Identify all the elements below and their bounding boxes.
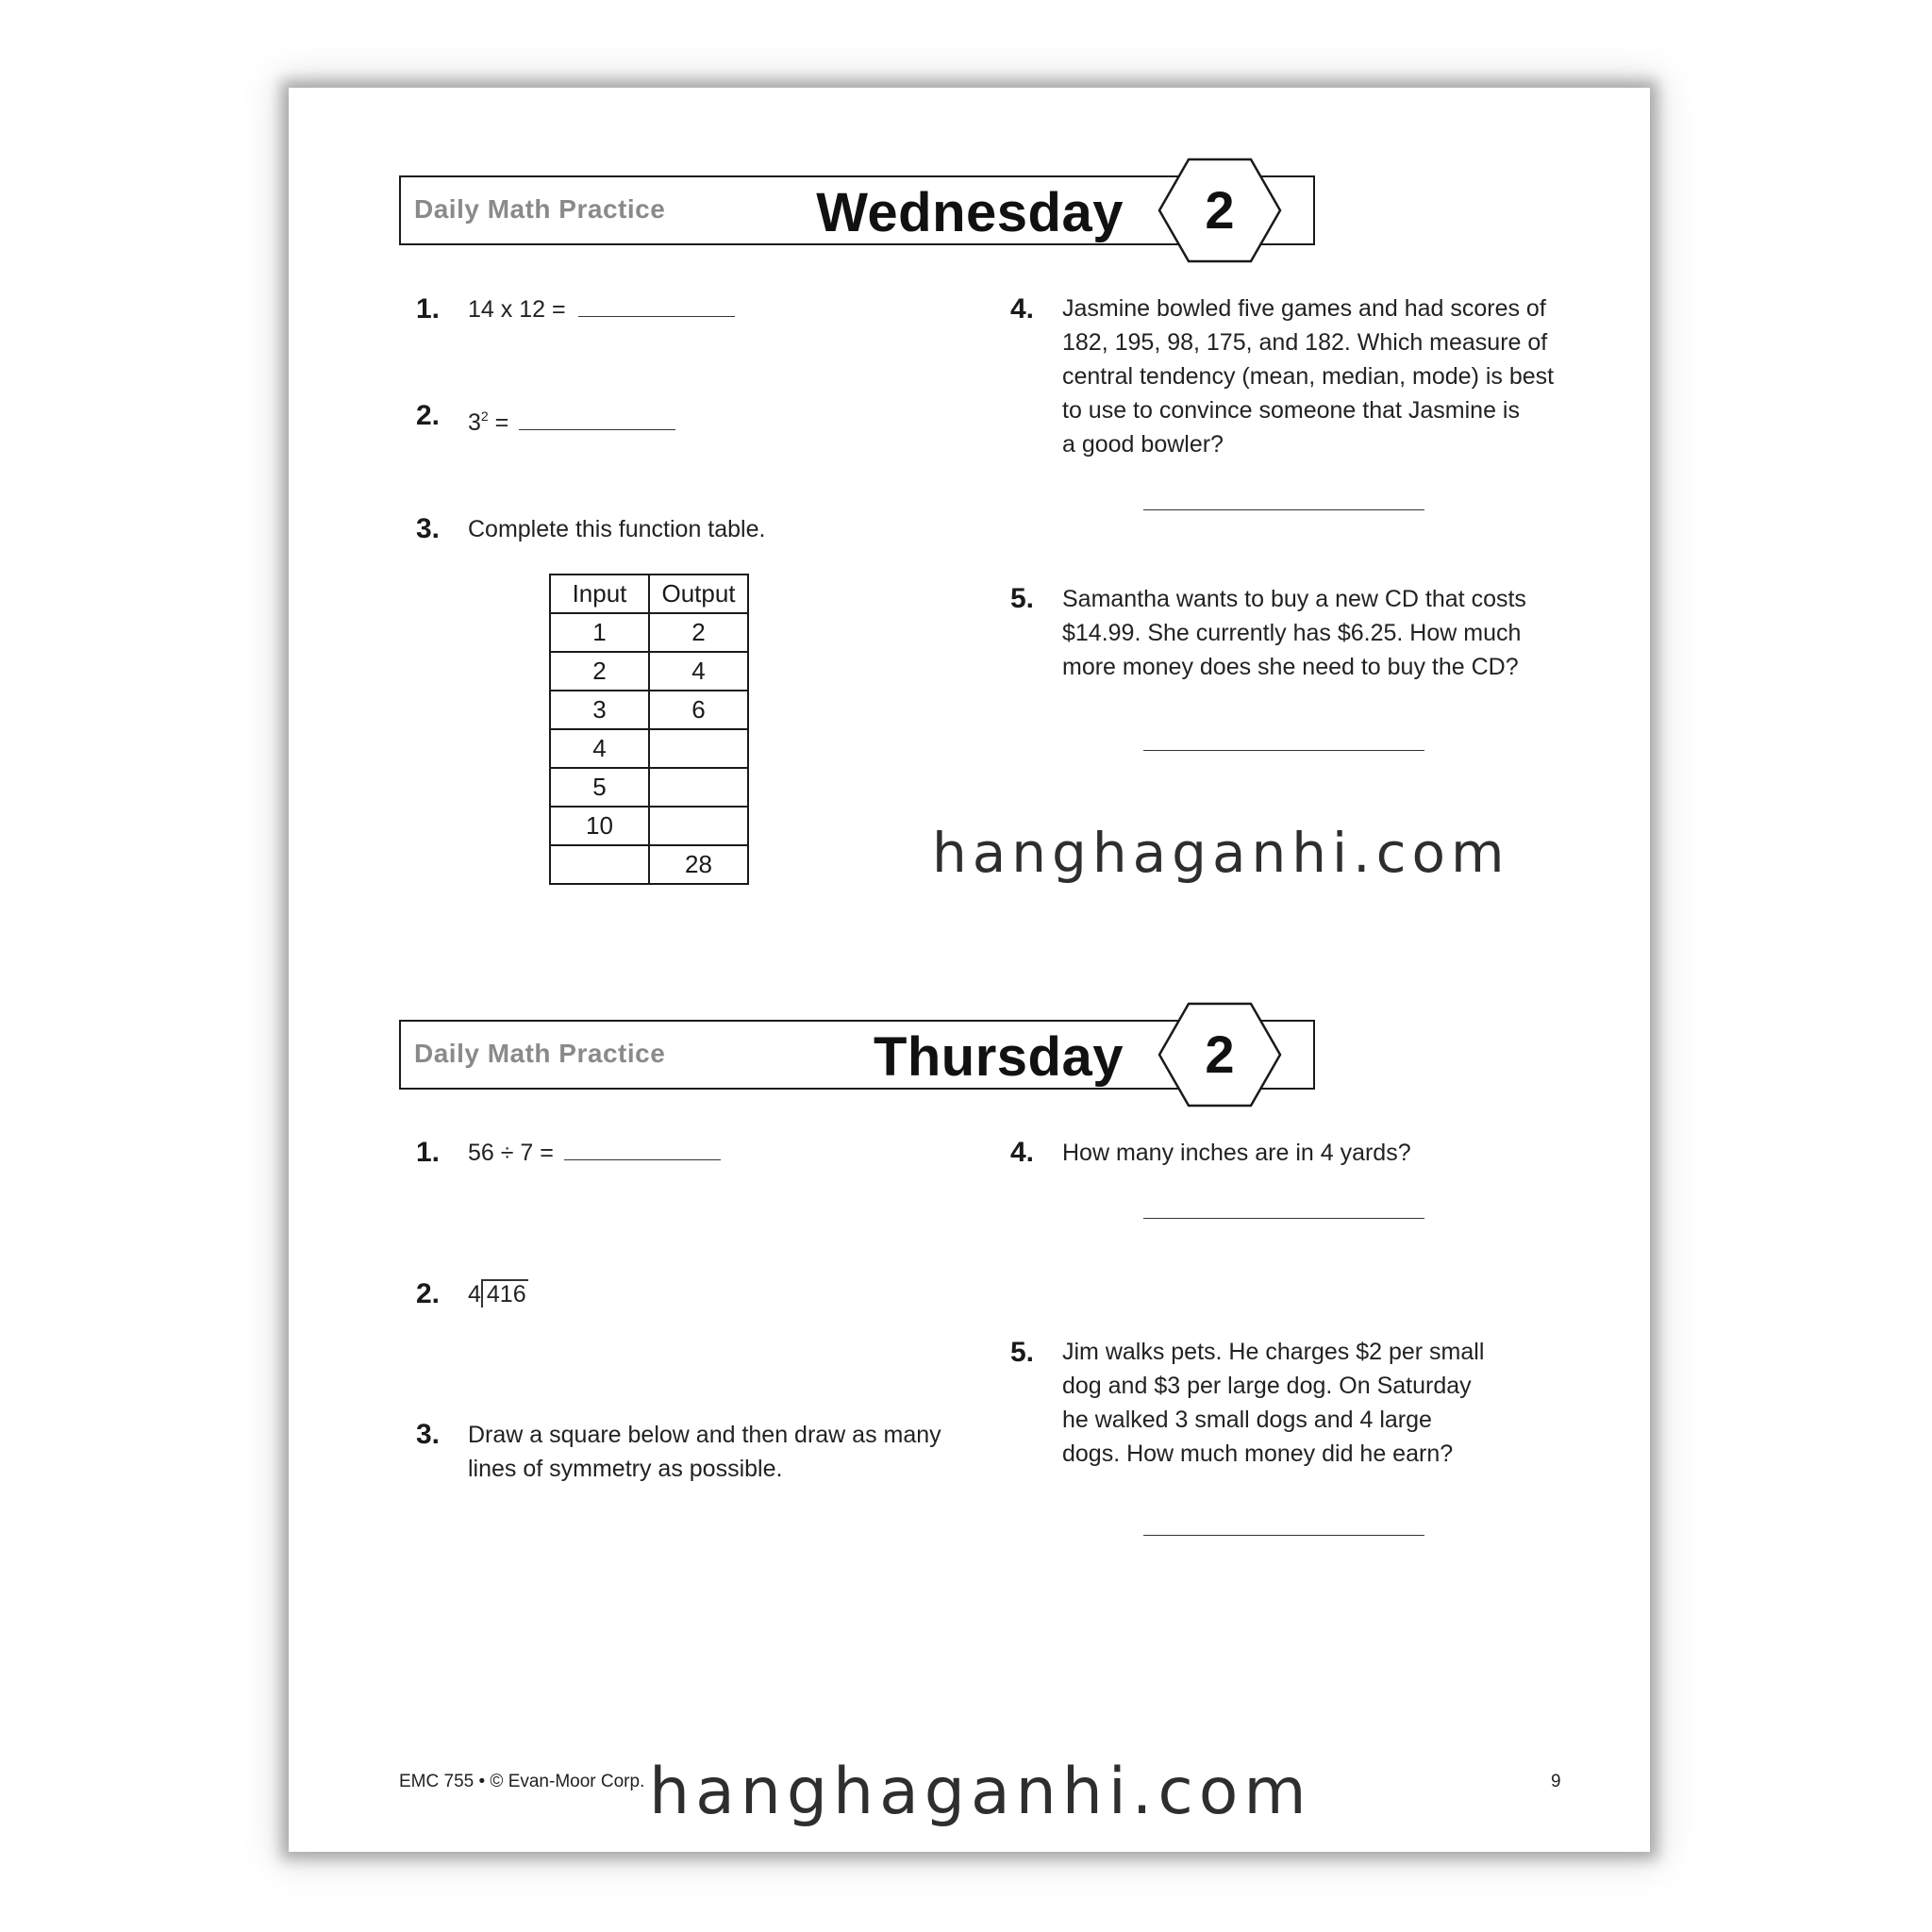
watermark-bottom: hanghaganhi.com [649, 1755, 1312, 1829]
output-cell: 4 [649, 652, 748, 691]
question-line: Jasmine bowled five games and had scores of [1062, 295, 1546, 322]
question-number: 5. [1009, 583, 1034, 614]
question-text-block [1062, 1335, 1484, 1471]
answer-blank[interactable] [519, 429, 675, 430]
question-text-block [1062, 582, 1526, 684]
worksheet-page [289, 88, 1650, 1852]
long-division [468, 1277, 528, 1311]
question-number: 1. [415, 293, 440, 325]
question-text: Complete this function table. [468, 516, 766, 542]
week-hexagon [1158, 158, 1282, 263]
watermark-top: hanghaganhi.com [932, 821, 1510, 885]
exponent-power: 2 [480, 408, 489, 424]
question-line: Jim walks pets. He charges $2 per small [1062, 1339, 1485, 1365]
question-text-wrap [468, 399, 675, 440]
table-row [550, 613, 748, 652]
table-row [550, 845, 748, 884]
question-number: 5. [1009, 1337, 1034, 1368]
thursday-banner [399, 932, 1317, 1088]
week-number: 2 [1205, 180, 1235, 240]
question-line: Samantha wants to buy a new CD that costs [1062, 586, 1526, 612]
question-text: 14 x 12 = [468, 296, 566, 323]
input-cell: 4 [550, 729, 649, 768]
question-line: Draw a square below and then draw as many [468, 1422, 941, 1448]
answer-blank[interactable] [564, 1159, 721, 1160]
question-line: dogs. How much money did he earn? [1062, 1441, 1454, 1467]
input-cell: 5 [550, 768, 649, 807]
input-cell: 10 [550, 807, 649, 845]
answer-line[interactable] [1143, 1535, 1424, 1536]
output-cell[interactable] [649, 729, 748, 768]
table-header-input: Input [550, 575, 649, 613]
question-number: 4. [1009, 1137, 1034, 1168]
question-line: to use to convince someone that Jasmine is [1062, 397, 1520, 424]
question-text: How many inches are in 4 yards? [1062, 1140, 1411, 1166]
question-line: central tendency (mean, median, mode) is best [1062, 363, 1555, 390]
question-line: he walked 3 small dogs and 4 large [1062, 1407, 1432, 1433]
question-line: dog and $3 per large dog. On Saturday [1062, 1373, 1472, 1399]
question-line: a good bowler? [1062, 431, 1224, 458]
output-cell[interactable] [649, 768, 748, 807]
question-text-wrap [468, 1136, 721, 1170]
divisor: 4 [468, 1281, 481, 1307]
answer-line[interactable] [1143, 509, 1424, 510]
question-line: more money does she need to buy the CD? [1062, 654, 1519, 680]
banner-day-title: Thursday [873, 1026, 1124, 1088]
banner-day-title: Wednesday [816, 182, 1124, 243]
question-line: lines of symmetry as possible. [468, 1456, 783, 1482]
question-text: 56 ÷ 7 = [468, 1140, 554, 1166]
output-cell: 6 [649, 691, 748, 729]
input-cell: 1 [550, 613, 649, 652]
input-cell: 3 [550, 691, 649, 729]
question-number: 2. [415, 1278, 440, 1309]
input-cell[interactable] [550, 845, 649, 884]
input-cell: 2 [550, 652, 649, 691]
question-number: 4. [1009, 293, 1034, 325]
answer-blank[interactable] [578, 316, 735, 317]
table-header-output: Output [649, 575, 748, 613]
footer-publisher: EMC 755 • © Evan-Moor Corp. [399, 1772, 645, 1791]
week-number: 2 [1205, 1024, 1235, 1084]
banner-subtitle: Daily Math Practice [414, 1039, 666, 1068]
question-line: 182, 195, 98, 175, and 182. Which measure of [1062, 329, 1548, 356]
output-cell[interactable] [649, 807, 748, 845]
question-line: $14.99. She currently has $6.25. How much [1062, 620, 1522, 646]
question-text-wrap [468, 292, 735, 326]
table-row [550, 768, 748, 807]
table-row [550, 729, 748, 768]
page-number: 9 [1551, 1772, 1561, 1791]
table-row [550, 652, 748, 691]
function-table [549, 574, 749, 885]
question-number: 2. [415, 400, 440, 431]
output-cell: 2 [649, 613, 748, 652]
banner-subtitle: Daily Math Practice [414, 194, 666, 224]
answer-line[interactable] [1143, 750, 1424, 751]
question-text-block [1062, 291, 1554, 461]
table-row [550, 807, 748, 845]
question-number: 1. [415, 1137, 440, 1168]
answer-line[interactable] [1143, 1218, 1424, 1219]
wednesday-banner [399, 88, 1317, 243]
question-number: 3. [415, 1419, 440, 1450]
question-number: 3. [415, 513, 440, 544]
question-text-block [468, 1418, 941, 1486]
exponent-base: 3 [468, 409, 481, 436]
week-hexagon [1158, 1002, 1282, 1108]
dividend: 416 [481, 1279, 528, 1307]
table-row [550, 691, 748, 729]
equals-sign: = [494, 409, 509, 436]
output-cell: 28 [649, 845, 748, 884]
